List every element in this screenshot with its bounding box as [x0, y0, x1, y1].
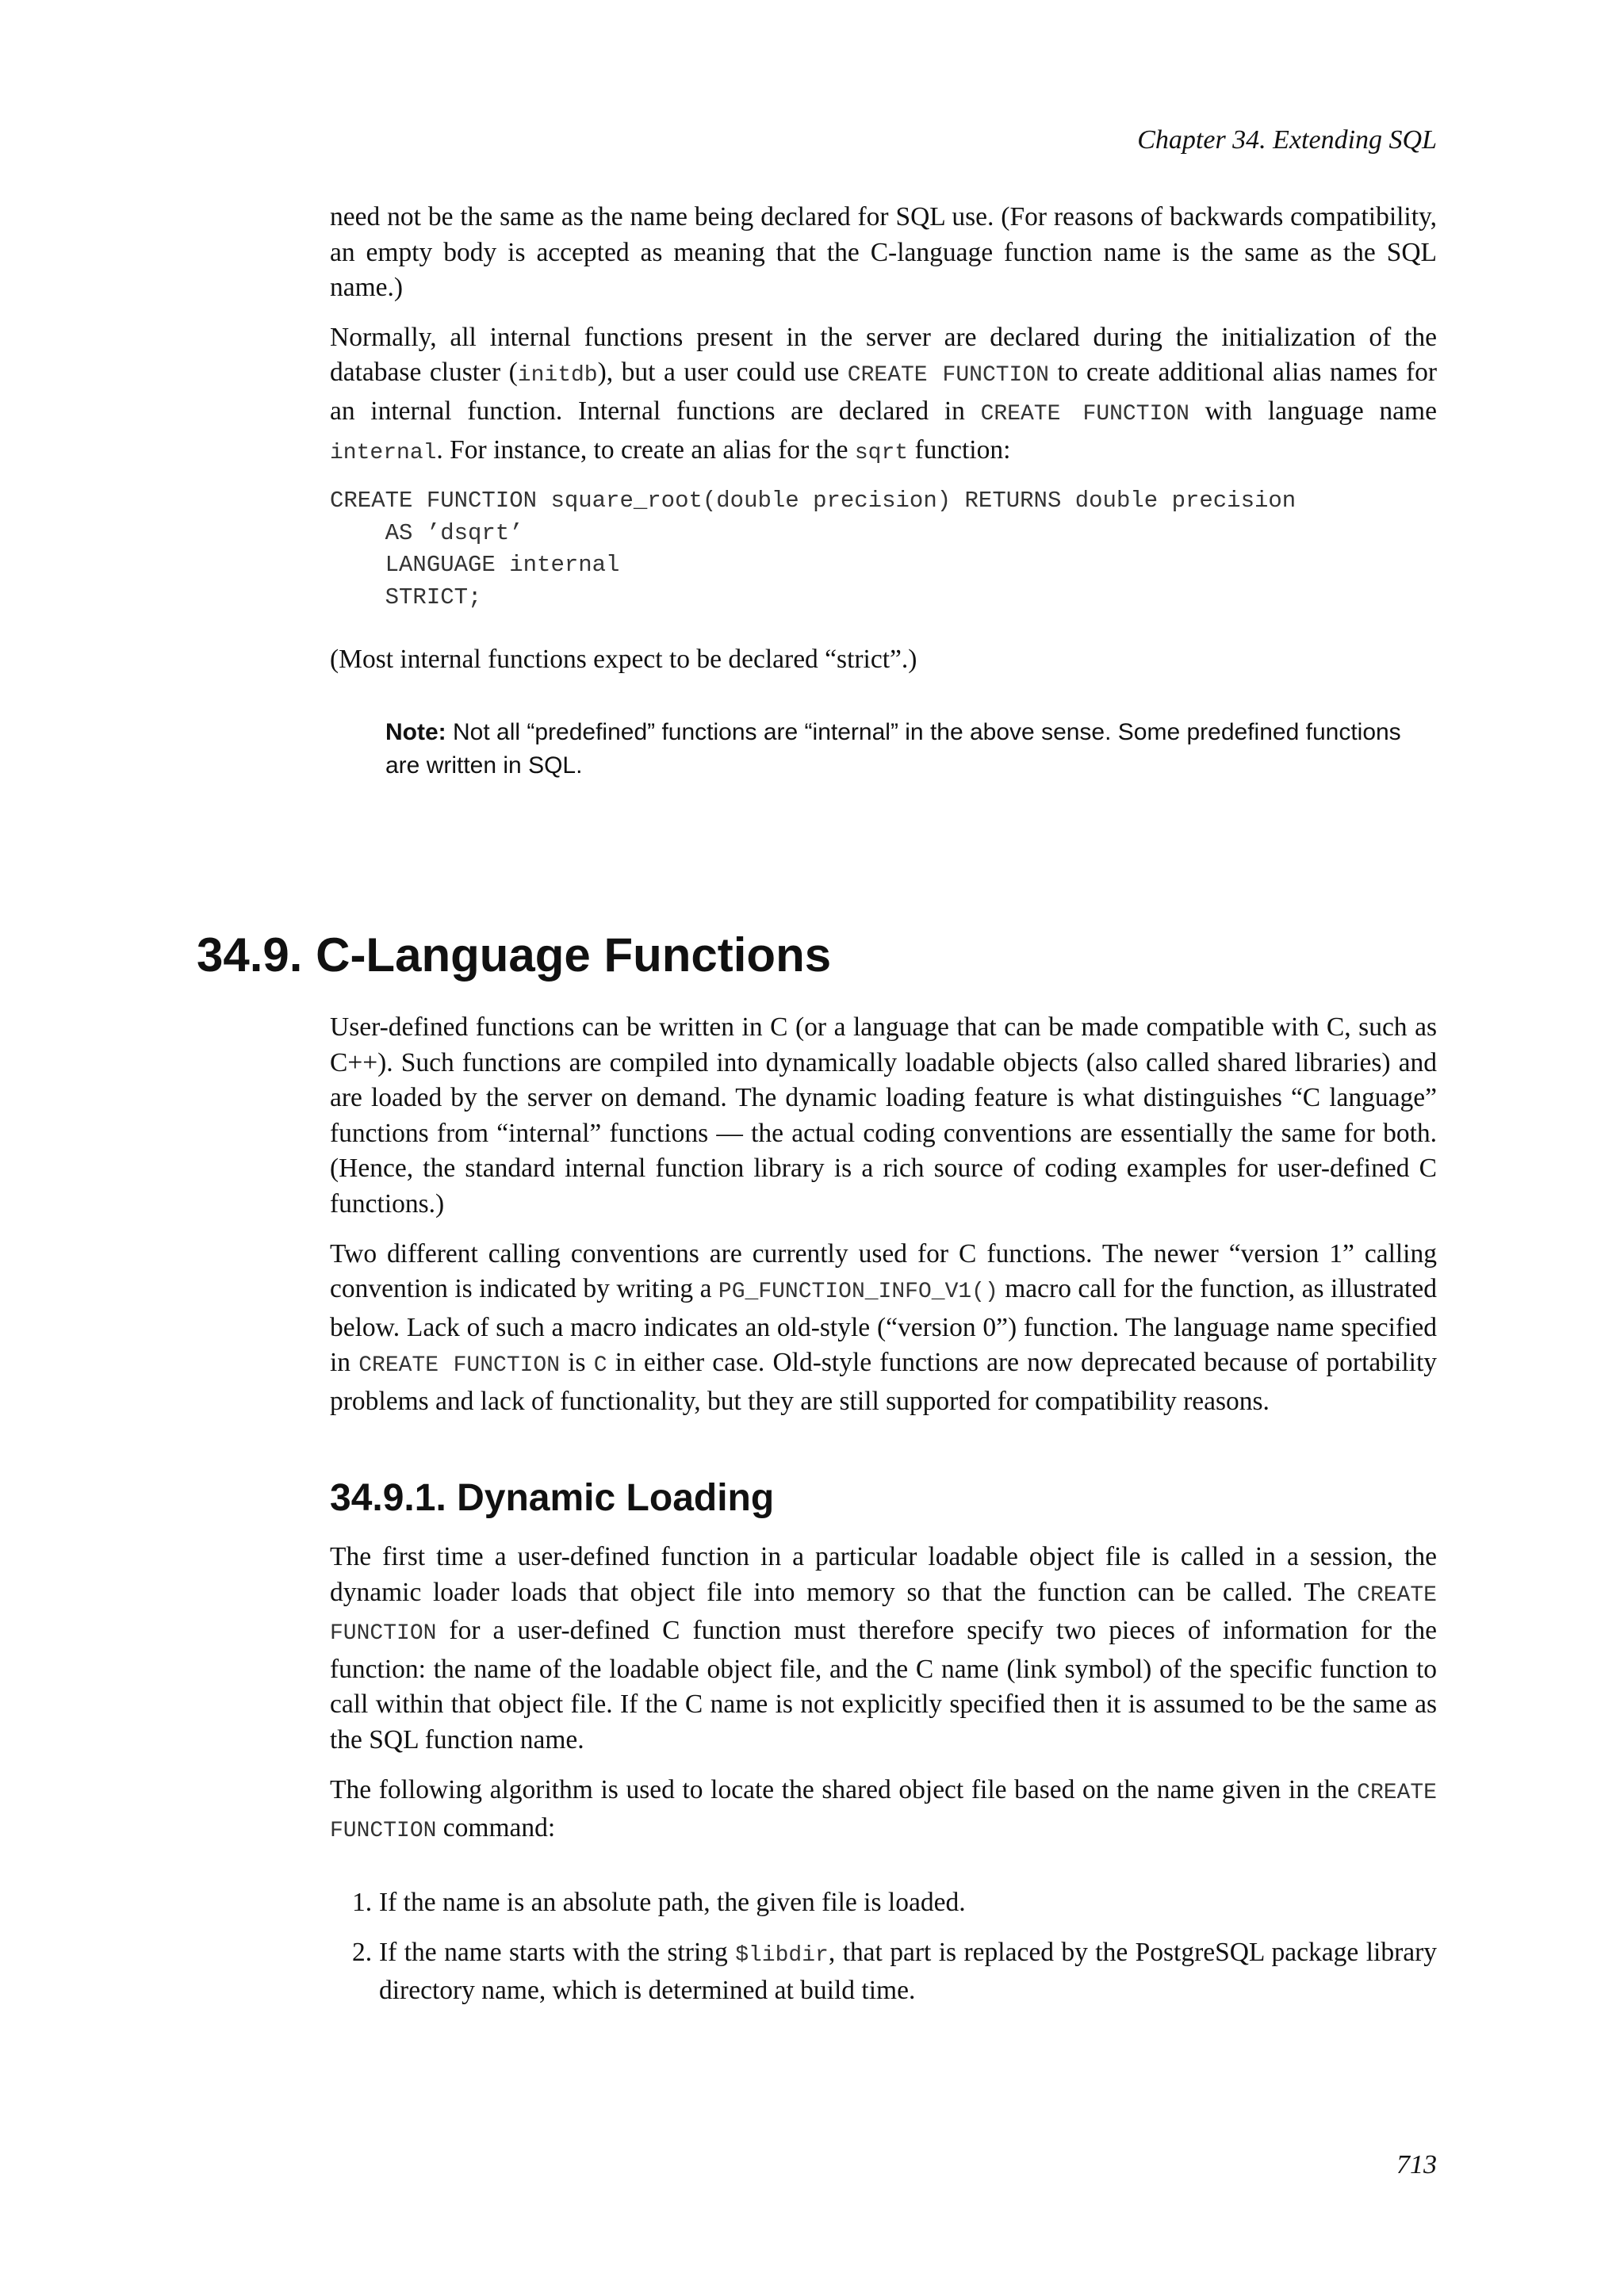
paragraph-dynamic-loader: The first time a user-defined function in a particular loadable object file is called in a session, the dynamic loader loads that object file into memory so that the function can be called. The CREATE FUNCTION for a user-defined C function must therefore specify two pieces of information for the function: the name of the loadable object file, and the C name (link symbol) of the specific function to call within that object file. If the C name is not explicitly specified then it is assumed to be the same as the SQL function name. — [330, 1542, 1437, 1755]
subsection-body — [330, 1540, 1437, 1864]
running-header: Chapter 34. Extending SQL — [1137, 125, 1437, 155]
code-create-function: CREATE FUNCTION — [358, 1353, 561, 1379]
code-create-function: CREATE FUNCTION — [980, 401, 1189, 427]
paragraph-calling-conventions: Two different calling conventions are currently used for C functions. The newer “version 1” calling convention is indicated by writing a PG_FUNCTION_INFO_V1() macro call for the function, as illustrated below. Lack of such a macro indicates an old-style (“version 0”) function. The language name specified in CREATE FUNCTION is C in either case. Old-style functions are now deprecated because of portability problems and lack of functionality, but they are still supported for compatibility reasons. — [330, 1238, 1437, 1416]
paragraph-algorithm: The following algorithm is used to locate the shared object file based on the name given in the CREATE FUNCTION command: — [330, 1774, 1437, 1844]
code-create-function: CREATE FUNCTION — [330, 1780, 1437, 1844]
algorithm-list — [330, 1885, 1437, 2023]
intro-block — [330, 200, 1437, 485]
list-item: 2. If the name starts with the string $libdir, that part is replaced by the PostgreSQL package library directory name, which is determined at build time. — [352, 1937, 1437, 2006]
code-create-function: CREATE FUNCTION — [847, 363, 1049, 388]
code-internal: internal — [330, 440, 437, 465]
paragraph-c-functions: User-defined functions can be written in C (or a language that can be made compatible with C, such as C++). Such functions are compiled into dynamically loadable objects (also called shared libraries) and are loaded by the server on demand. The dynamic loading feature is what distinguishes “C language” functions from “internal” functions — the actual coding conventions are essentially the same for both. (Hence, the standard internal function library is a rich source of coding examples for user-defined C functions.) — [330, 1012, 1437, 1219]
code-example: CREATE FUNCTION square_root(double precision) RETURNS double precision AS ’dsqrt’ LANGUAGE internal STRICT; — [330, 488, 1297, 610]
code-sqrt: sqrt — [854, 440, 909, 465]
paragraph-internal-functions: Normally, all internal functions present in the server are declared during the initialization of the database cluster (initdb), but a user could use CREATE FUNCTION to create additional alias names for an internal function. Internal functions are declared in CREATE FUNCTION with language name internal. For instance, to create an alias for the sqrt function: — [330, 322, 1438, 465]
code-pg-function-info: PG_FUNCTION_INFO_V1() — [718, 1280, 998, 1305]
code-initdb: initdb — [517, 363, 598, 388]
note-text: Not all “predefined” functions are “internal” in the above sense. Some predefined functions are written in SQL. — [385, 719, 1401, 779]
paragraph-continuation: need not be the same as the name being declared for SQL use. (For reasons of backwards compatibility, an empty body is accepted as meaning that the C-language function name is the same as the SQL name.) — [330, 202, 1437, 303]
note-label: Note: — [385, 719, 446, 745]
note-box — [385, 716, 1437, 783]
list-item: 1. If the name is an absolute path, the given file is loaded. — [352, 1888, 966, 1917]
code-c: C — [593, 1353, 607, 1379]
page-number: 713 — [1396, 2150, 1437, 2179]
code-libdir: $libdir — [735, 1942, 829, 1968]
section-title: 34.9. C-Language Functions — [197, 928, 832, 982]
code-create-function: CREATE FUNCTION — [330, 1582, 1437, 1647]
subsection-title: 34.9.1. Dynamic Loading — [330, 1477, 775, 1519]
section-body — [330, 1010, 1437, 1434]
strict-note-paragraph: (Most internal functions expect to be declared “strict”.) — [330, 645, 917, 674]
